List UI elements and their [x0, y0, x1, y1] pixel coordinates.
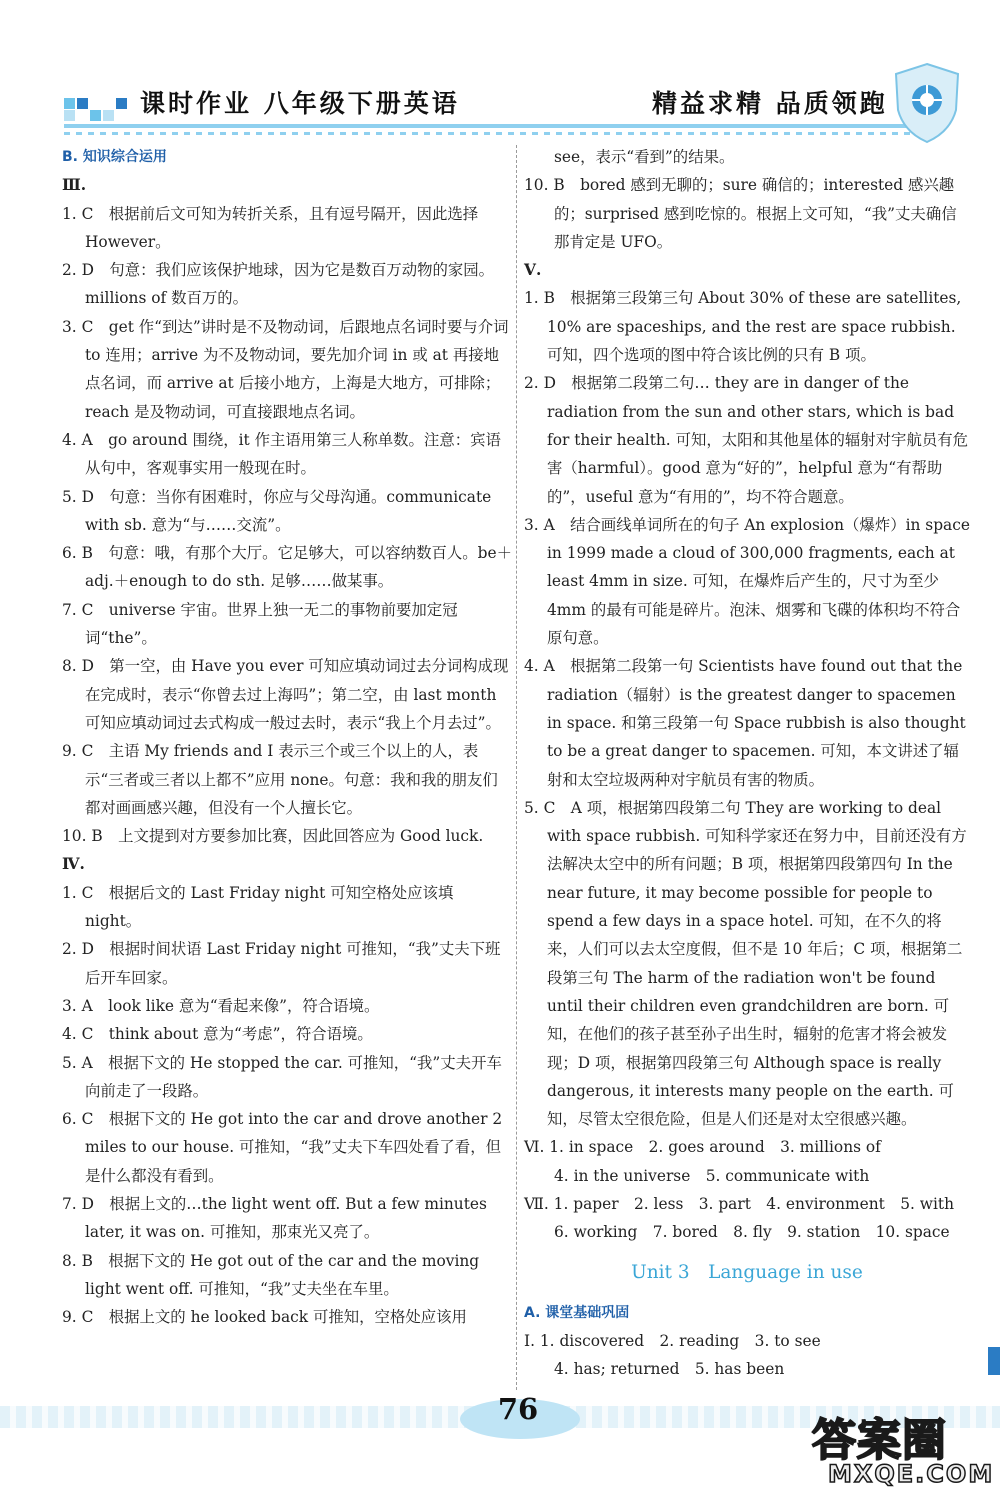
page-edge-tab	[988, 1347, 1000, 1375]
part-6-answers-line2: 4. in the universe 5. communicate with	[554, 1166, 870, 1185]
answer-item: 6. C 根据下文的 He got into the car and drove another 2 miles to our house. 可推知，“我”丈夫下车四处看了看，但是什么都没有看到。	[62, 1110, 503, 1185]
answer-item: 5. C A 项，根据第四段第二句 They are working to deal with space rubbish. 可知科学家还在努力中，目前还没有方法解决太空中的所有问题；B 项，根据第四段第四句 In the near future, it may become possible for people to spend a few days in a space hotel. 可知，在不久的将来，人们可以去太空度假，但不是 10 年后；C 项，根据第二段第三句 The harm of the radiation won't be found until their children even grandchildren are born. 可知，在他们的孩子甚至孙子出生时，辐射的危害才将会被发现；D 项，根据第四段第三句 Although space is really dangerous, it interests many people on the earth. 可知，尽管太空很危险，但是人们还是对太空很感兴趣。	[524, 798, 967, 1129]
answer-item: 9. C 根据上文的 he looked back 可推知，空格处应该用	[62, 1308, 467, 1327]
shield-logo-icon	[890, 60, 964, 144]
page-number: 76	[497, 1392, 539, 1426]
answer-item: 2. D 根据第二段第二句… they are in danger of the radiation from the sun and other stars, which is bad for their health. 可知，太阳和其他星体的辐射对宇航员有危害（harmful）。good 意为“好的”，helpful 意为“有帮助的”，useful 意为“有用的”，均不符合题意。	[524, 374, 969, 506]
answer-item: 3. A 结合画线单词所在的句子 An explosion（爆炸）in space in 1999 made a cloud of 300,000 fragments, each at least 4mm in size. 可知，在爆炸后产生的，尺寸为至少 4mm 的最有可能是碎片。泡沫、烟雾和飞碟的体积均不符合原句意。	[524, 515, 970, 648]
answer-item: 8. B 根据下文的 He got out of the car and the moving light went off. 可推知，“我”丈夫坐在车里。	[62, 1251, 480, 1298]
part-7-answers-line1: Ⅶ. 1. paper 2. less 3. part 4. environment 5. with	[524, 1194, 954, 1213]
answer-item: 1. C 根据前后文可知为转折关系，且有逗号隔开，因此选择 However。	[62, 204, 479, 251]
answer-item: 3. A look like 意为“看起来像”，符合语境。	[62, 996, 380, 1015]
answer-item: 10. B bored 感到无聊的；sure 确信的；interested 感兴趣的；surprised 感到吃惊的。根据上文可知，“我”丈夫确信那肯定是 UFO。	[524, 176, 957, 251]
watermark-domain: MXQE.COM	[828, 1460, 995, 1488]
answer-item: 2. D 句意：我们应该保护地球，因为它是数百万动物的家园。millions of 数百万的。	[62, 261, 495, 308]
section-heading-b: B. 知识综合运用	[62, 149, 167, 165]
answer-item: 10. B 上文提到对方要参加比赛，因此回答应为 Good luck.	[62, 827, 484, 846]
part-label-5: Ⅴ.	[524, 261, 542, 280]
answer-item: 6. B 句意：哦，有那个大厅。它足够大，可以容纳数百人。be＋adj.＋enough to do sth. 足够……做某事。	[62, 544, 513, 591]
part-label-3: Ⅲ.	[62, 176, 87, 195]
answer-continuation: see，表示“看到”的结果。	[554, 148, 735, 166]
left-column	[62, 143, 512, 1331]
book-title: 课时作业 八年级下册英语	[140, 89, 460, 118]
answer-item: 5. A 根据下文的 He stopped the car. 可推知，“我”丈夫开车向前走了一段路。	[62, 1053, 502, 1100]
part-1-answers-line1: Ⅰ. 1. discovered 2. reading 3. to see	[524, 1331, 821, 1350]
part-6-answers-line1: Ⅵ. 1. in space 2. goes around 3. millions of	[524, 1138, 881, 1157]
answer-item: 3. C get 作“到达”讲时是不及物动词，后跟地点名词时要与介词 to 连用；arrive 为不及物动词，要先加介词 in 或 at 再接地点名词，而 arrive at 后接小地方，上海是大地方，可排除；reach 是及物动词，可直接跟地点名词。	[62, 317, 509, 421]
answer-item: 7. C universe 宇宙。世界上独一无二的事物前要加定冠词“the”。	[62, 600, 458, 648]
answer-item: 4. A 根据第二段第一句 Scientists have found out that the radiation（辐射）is the greatest danger to spacemen in space. 和第三段第一句 Space rubbish is also thought to be a great danger to spacemen. 可知，本文讲述了辐射和太空垃圾两种对宇航员有害的物质。	[524, 657, 966, 789]
answer-item: 4. C think about 意为“考虑”，符合语境。	[62, 1025, 373, 1044]
header-slogan: 精益求精 品质领跑	[652, 89, 888, 118]
answer-item: 4. A go around 围绕，it 作主语用第三人称单数。注意：宾语从句中，客观事实用一般现在时。	[62, 430, 501, 478]
part-1-answers-line2: 4. has; returned 5. has been	[554, 1360, 785, 1379]
answer-item: 1. B 根据第三段第三句 About 30% of these are satellites, 10% are spaceships, and the rest are space rubbish. 可知，四个选项的图中符合该比例的只有 B 项。	[524, 289, 962, 365]
answer-item: 5. D 句意：当你有困难时，你应与父母沟通。communicate with sb. 意为“与……交流”。	[62, 487, 492, 534]
right-column	[524, 143, 970, 1383]
watermark-chinese: 答案圈	[812, 1415, 947, 1466]
site-watermark	[802, 1402, 995, 1497]
page-header	[0, 0, 1000, 150]
header-decoration-squares	[64, 90, 134, 128]
answer-item: 7. D 根据上文的…the light went off. But a few minutes later, it was on. 可推知，那束光又亮了。	[62, 1194, 487, 1242]
section-heading-a: A. 课堂基础巩固	[524, 1304, 630, 1321]
header-rule	[64, 124, 914, 128]
part-label-4: Ⅳ.	[62, 855, 85, 874]
answer-item: 8. D 第一空，由 Have you ever 可知应填动词过去分词构成现在完成时，表示“你曾去过上海吗”；第二空，由 last month 可知应填动词过去式构成一般过去时，表示“我上个月去过”。	[62, 657, 509, 732]
column-divider	[516, 145, 517, 1390]
part-7-answers-line2: 6. working 7. bored 8. fly 9. station 10. space	[554, 1223, 950, 1242]
header-dotted-rule	[64, 132, 914, 135]
unit-title: Unit 3 Language in use	[631, 1261, 863, 1283]
answer-item: 1. C 根据后文的 Last Friday night 可知空格处应该填 night。	[62, 883, 454, 931]
answer-item: 9. C 主语 My friends and I 表示三个或三个以上的人，表示“三者或三者以上都不”应用 none。句意：我和我的朋友们都对画画感兴趣，但没有一个人擅长它。	[62, 742, 498, 817]
answer-item: 2. D 根据时间状语 Last Friday night 可推知，“我”丈夫下班后开车回家。	[62, 940, 501, 987]
